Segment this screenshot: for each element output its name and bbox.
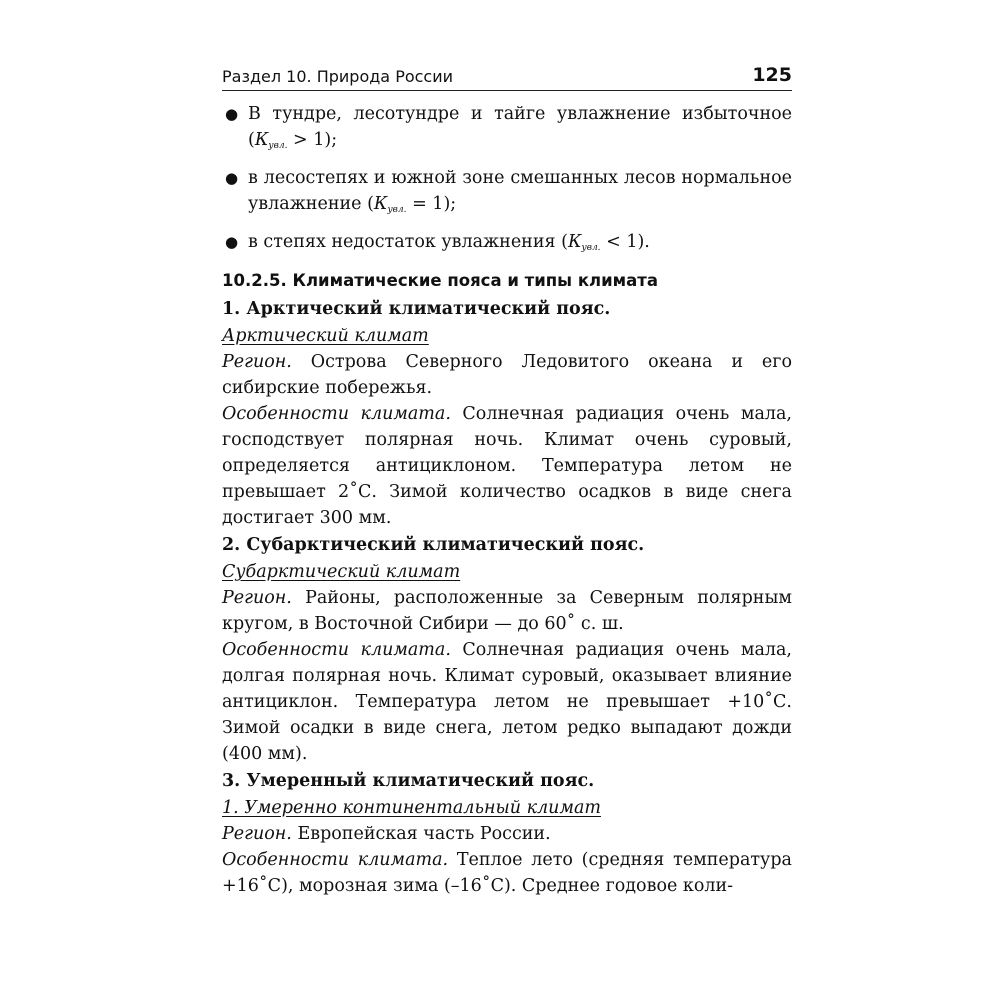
book-page [222,64,792,899]
belt-heading: 1. Арктический климатический пояс. [222,299,611,319]
moisture-coefficient: $К_{увл.}$ [567,232,601,253]
moisture-list [222,101,792,261]
running-header [222,64,792,91]
section-title: Раздел 10. Природа России [222,67,454,86]
bullet-icon: ● [225,169,239,187]
features-paragraph: Особенности климата. Теплое лето (средняя температура +16˚С), морозная зима (–16˚С). Среднее годовое коли- [222,850,792,896]
moisture-coefficient: $К_{увл.}$ [373,194,407,215]
bullet-icon: ● [225,233,239,251]
region-label: Регион. [222,824,292,844]
features-paragraph: Особенности климата. Солнечная радиация очень мала, господствует полярная ночь. Климат очень суровый, определяется антициклоном. Температура летом не превышает 2˚С. Зимой количество осадков в виде снега достигает 300 мм. [222,404,792,528]
page-body [222,101,792,899]
bullet-icon: ● [225,105,239,123]
region-label: Регион. [222,588,292,608]
region-paragraph: Регион. Районы, расположенные за Северным полярным кругом, в Восточной Сибири — до 60˚ с. ш. [222,588,792,634]
features-label: Особенности климата. [222,404,451,424]
climate-name: 1. Умеренно континентальный климат [222,798,601,818]
list-item: ● в степях недостаток увлажнения $(К_{увл.} < 1)$. [222,229,792,261]
features-label: Особенности климата. [222,850,449,870]
region-paragraph: Регион. Европейская часть России. [222,824,551,844]
moisture-coefficient: $К_{увл.}$ [254,130,288,151]
region-label: Регион. [222,352,292,372]
list-item: ● в лесостепях и южной зоне смешанных лесов нормальное увлажнение $(К_{увл.} = 1)$; [222,165,792,223]
subsection-heading: 10.2.5. Климатические пояса и типы климата [222,271,658,290]
climate-name: Арктический климат [222,326,429,346]
features-label: Особенности климата. [222,640,451,660]
belt-heading: 2. Субарктический климатический пояс. [222,535,645,555]
belt-heading: 3. Умеренный климатический пояс. [222,771,595,791]
climate-name: Субарктический климат [222,562,461,582]
region-paragraph: Регион. Острова Северного Ледовитого океана и его сибирские побережья. [222,352,792,398]
page-number: 125 [752,64,792,86]
list-item: ● В тундре, лесотундре и тайге увлажнение избыточное $(К_{увл.} > 1)$; [222,101,792,159]
features-paragraph: Особенности климата. Солнечная радиация очень мала, долгая полярная ночь. Климат суровый, оказывает влияние антициклон. Температура летом не превышает +10˚С. Зимой осадки в виде снега, летом редко выпадают дожди (400 мм). [222,640,792,764]
